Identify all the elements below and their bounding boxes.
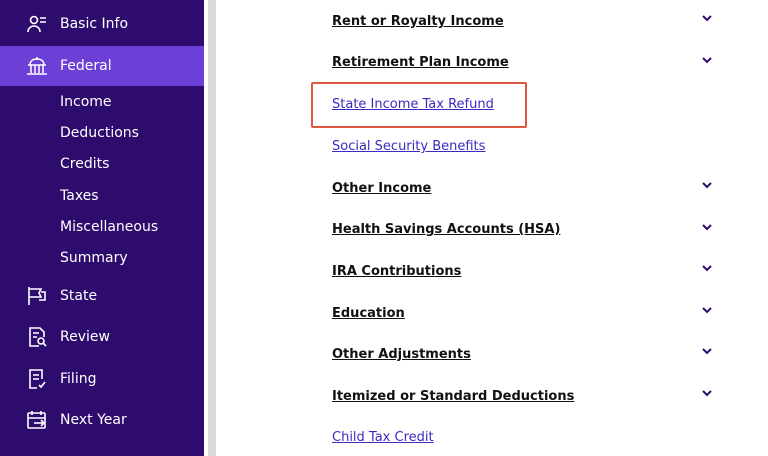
sidebar-item-review[interactable] [0, 317, 204, 357]
section-itemized-standard-deductions[interactable]: Itemized or Standard Deductions [332, 389, 575, 404]
section-retirement-plan-income[interactable]: Retirement Plan Income [332, 55, 509, 70]
section-other-income[interactable]: Other Income [332, 181, 432, 196]
document-search-icon [26, 326, 48, 348]
calendar-arrow-icon [26, 409, 48, 431]
sidebar-subitem-deductions[interactable]: Deductions [60, 125, 139, 141]
section-ira-contributions[interactable]: IRA Contributions [332, 264, 462, 279]
chevron-down-icon[interactable] [700, 388, 714, 398]
person-list-icon [26, 13, 48, 35]
section-rent-royalty-income[interactable]: Rent or Royalty Income [332, 14, 504, 29]
sidebar-item-label: Filing [60, 371, 97, 387]
section-other-adjustments[interactable]: Other Adjustments [332, 347, 471, 362]
sidebar-subitem-miscellaneous[interactable]: Miscellaneous [60, 219, 159, 235]
sidebar-item-label: State [60, 288, 98, 304]
sidebar-item-label: Next Year [60, 412, 127, 428]
capitol-building-icon [26, 55, 48, 77]
link-social-security-benefits[interactable]: Social Security Benefits [332, 139, 486, 154]
chevron-down-icon[interactable] [700, 346, 714, 356]
sidebar-item-filing[interactable] [0, 359, 204, 399]
chevron-down-icon[interactable] [700, 263, 714, 273]
section-education[interactable]: Education [332, 306, 405, 321]
link-state-income-tax-refund[interactable]: State Income Tax Refund [332, 97, 494, 112]
sidebar [0, 0, 204, 456]
chevron-down-icon[interactable] [700, 180, 714, 190]
sidebar-subitem-credits[interactable]: Credits [60, 156, 110, 172]
document-check-icon [26, 368, 48, 390]
chevron-down-icon[interactable] [700, 55, 714, 65]
sidebar-item-label: Basic Info [60, 16, 129, 32]
sidebar-subitem-summary[interactable]: Summary [60, 250, 128, 266]
sidebar-item-label: Federal [60, 58, 112, 74]
sidebar-item-label: Review [60, 329, 110, 345]
sidebar-item-basic-info[interactable] [0, 4, 204, 44]
link-child-tax-credit[interactable]: Child Tax Credit [332, 430, 434, 445]
chevron-down-icon[interactable] [700, 305, 714, 315]
chevron-down-icon[interactable] [700, 222, 714, 232]
flag-icon [26, 285, 48, 307]
sidebar-subitem-taxes[interactable]: Taxes [60, 188, 99, 204]
chevron-down-icon[interactable] [700, 13, 714, 23]
scrollbar[interactable] [208, 0, 216, 456]
sidebar-item-federal[interactable] [0, 46, 204, 86]
section-hsa[interactable]: Health Savings Accounts (HSA) [332, 222, 561, 237]
sidebar-item-next-year[interactable] [0, 400, 204, 440]
sidebar-item-state[interactable] [0, 276, 204, 316]
sidebar-subitem-income[interactable]: Income [60, 94, 112, 110]
